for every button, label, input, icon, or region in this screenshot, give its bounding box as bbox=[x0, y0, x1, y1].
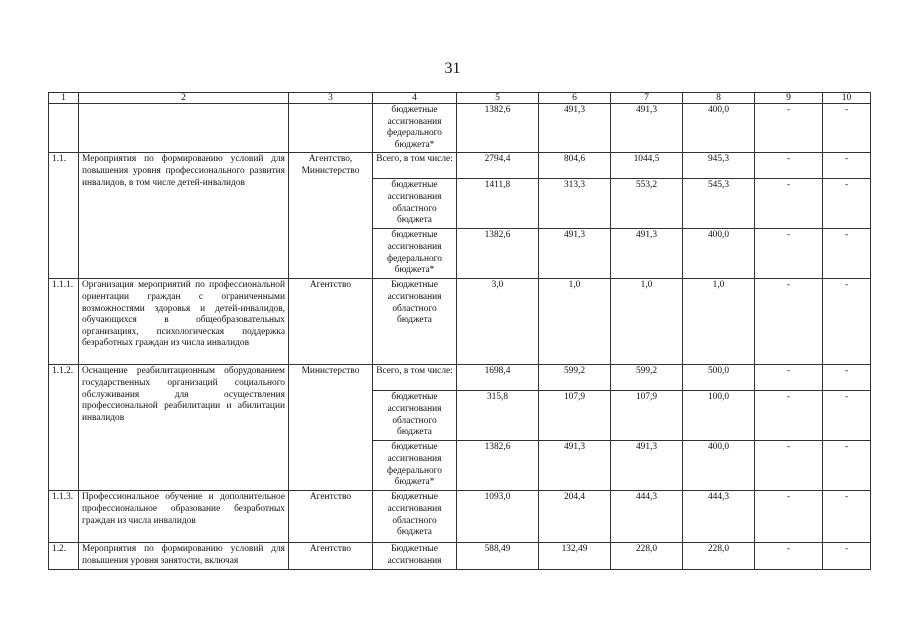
value-cell: 1,0 bbox=[539, 279, 611, 365]
value-cell: 491,3 bbox=[611, 104, 683, 153]
value-cell: 1382,6 bbox=[457, 104, 539, 153]
table-row bbox=[49, 543, 871, 569]
value-cell: 313,3 bbox=[539, 179, 611, 229]
value-cell: - bbox=[755, 229, 823, 279]
column-header: 7 bbox=[611, 93, 683, 104]
column-header: 6 bbox=[539, 93, 611, 104]
value-cell: 228,0 bbox=[683, 543, 755, 569]
column-header: 4 bbox=[373, 93, 457, 104]
value-cell: 545,3 bbox=[683, 179, 755, 229]
value-cell: 444,3 bbox=[683, 491, 755, 543]
column-header: 9 bbox=[755, 93, 823, 104]
value-cell: 107,9 bbox=[611, 391, 683, 441]
value-cell: 107,9 bbox=[539, 391, 611, 441]
item-name-cell: Профессиональное обучение и дополнительное профессиональное образование безработных граждан из числа инвалидов bbox=[79, 491, 289, 543]
value-cell: 804,6 bbox=[539, 153, 611, 179]
funding-source-cell: Бюджетные ассигнования областного бюджета bbox=[373, 279, 457, 365]
item-number-cell: 1.1.3. bbox=[49, 491, 79, 543]
funding-source-cell: бюджетные ассигнования федерального бюджета* bbox=[373, 104, 457, 153]
funding-source-cell: Бюджетные ассигнования bbox=[373, 543, 457, 569]
item-name-cell: Мероприятия по формированию условий для повышения уровня занятости, включая bbox=[79, 543, 289, 569]
value-cell: 599,2 bbox=[539, 365, 611, 391]
value-cell: 100,0 bbox=[683, 391, 755, 441]
item-name-cell: Мероприятия по формированию условий для повышения уровня профессионального развития инвалидов, в том числе детей-инвалидов bbox=[79, 153, 289, 279]
responsible-cell bbox=[289, 104, 373, 153]
column-header: 8 bbox=[683, 93, 755, 104]
item-number-cell: 1.1.1. bbox=[49, 279, 79, 365]
value-cell: 1698,4 bbox=[457, 365, 539, 391]
value-cell: 491,3 bbox=[611, 229, 683, 279]
item-number-cell: 1.2. bbox=[49, 543, 79, 569]
column-header: 2 bbox=[79, 93, 289, 104]
value-cell: 491,3 bbox=[539, 229, 611, 279]
responsible-cell: Агентство bbox=[289, 543, 373, 569]
funding-source-cell: Всего, в том числе: bbox=[373, 153, 457, 179]
value-cell: 1,0 bbox=[611, 279, 683, 365]
column-header: 10 bbox=[823, 93, 871, 104]
value-cell: - bbox=[755, 153, 823, 179]
value-cell: - bbox=[823, 179, 871, 229]
value-cell: 1,0 bbox=[683, 279, 755, 365]
value-cell: 588,49 bbox=[457, 543, 539, 569]
item-name-cell: Организация мероприятий по профессиональной ориентации граждан с ограниченными возможностями здоровья и детей-инвалидов, обучающихся в общеобразовательных организациях, психологическая поддержка безработных граждан из числа инвалидов bbox=[79, 279, 289, 365]
value-cell: 945,3 bbox=[683, 153, 755, 179]
value-cell: 315,8 bbox=[457, 391, 539, 441]
value-cell: - bbox=[755, 491, 823, 543]
value-cell: 1093,0 bbox=[457, 491, 539, 543]
value-cell: 400,0 bbox=[683, 441, 755, 491]
table-row bbox=[49, 279, 871, 365]
value-cell: - bbox=[755, 365, 823, 391]
funding-source-cell: бюджетные ассигнования областного бюджета bbox=[373, 179, 457, 229]
value-cell: 1044,5 bbox=[611, 153, 683, 179]
value-cell: 1382,6 bbox=[457, 441, 539, 491]
value-cell: - bbox=[755, 441, 823, 491]
value-cell: 491,3 bbox=[539, 104, 611, 153]
value-cell: 599,2 bbox=[611, 365, 683, 391]
item-number-cell bbox=[49, 104, 79, 153]
value-cell: 228,0 bbox=[611, 543, 683, 569]
table-row bbox=[49, 153, 871, 179]
funding-source-cell: Всего, в том числе: bbox=[373, 365, 457, 391]
value-cell: 1411,8 bbox=[457, 179, 539, 229]
value-cell: - bbox=[823, 491, 871, 543]
table-row bbox=[49, 365, 871, 391]
funding-source-cell: бюджетные ассигнования федерального бюджета* bbox=[373, 441, 457, 491]
value-cell: 491,3 bbox=[539, 441, 611, 491]
value-cell: - bbox=[823, 229, 871, 279]
item-number-cell: 1.1. bbox=[49, 153, 79, 279]
responsible-cell: Министерство bbox=[289, 365, 373, 491]
value-cell: 500,0 bbox=[683, 365, 755, 391]
value-cell: - bbox=[755, 104, 823, 153]
responsible-cell: Агентство bbox=[289, 279, 373, 365]
value-cell: - bbox=[823, 153, 871, 179]
responsible-cell: Агентство, Министерство bbox=[289, 153, 373, 279]
column-header: 5 bbox=[457, 93, 539, 104]
value-cell: - bbox=[755, 179, 823, 229]
value-cell: 400,0 bbox=[683, 104, 755, 153]
responsible-cell: Агентство bbox=[289, 491, 373, 543]
value-cell: - bbox=[755, 279, 823, 365]
value-cell: - bbox=[823, 543, 871, 569]
value-cell: 400,0 bbox=[683, 229, 755, 279]
funding-source-cell: бюджетные ассигнования федерального бюджета* bbox=[373, 229, 457, 279]
item-name-cell bbox=[79, 104, 289, 153]
value-cell: 3,0 bbox=[457, 279, 539, 365]
column-header: 3 bbox=[289, 93, 373, 104]
value-cell: - bbox=[823, 104, 871, 153]
funding-source-cell: Бюджетные ассигнования областного бюджета bbox=[373, 491, 457, 543]
value-cell: - bbox=[755, 543, 823, 569]
value-cell: 204,4 bbox=[539, 491, 611, 543]
table-row bbox=[49, 104, 871, 153]
value-cell: - bbox=[823, 365, 871, 391]
value-cell: 491,3 bbox=[611, 441, 683, 491]
funding-source-cell: бюджетные ассигнования областного бюджета bbox=[373, 391, 457, 441]
column-header: 1 bbox=[49, 93, 79, 104]
value-cell: 1382,6 bbox=[457, 229, 539, 279]
value-cell: 132,49 bbox=[539, 543, 611, 569]
value-cell: - bbox=[755, 391, 823, 441]
page-number: 31 bbox=[444, 60, 461, 77]
item-number-cell: 1.1.2. bbox=[49, 365, 79, 491]
value-cell: 553,2 bbox=[611, 179, 683, 229]
budget-table bbox=[48, 92, 871, 570]
column-number-header-row bbox=[49, 93, 871, 104]
value-cell: 444,3 bbox=[611, 491, 683, 543]
value-cell: - bbox=[823, 391, 871, 441]
value-cell: 2794,4 bbox=[457, 153, 539, 179]
value-cell: - bbox=[823, 279, 871, 365]
item-name-cell: Оснащение реабилитационным оборудованием государственных организаций социального обслуживания для осуществления профессиональной реабилитации и абилитации инвалидов bbox=[79, 365, 289, 491]
value-cell: - bbox=[823, 441, 871, 491]
table-row bbox=[49, 491, 871, 543]
